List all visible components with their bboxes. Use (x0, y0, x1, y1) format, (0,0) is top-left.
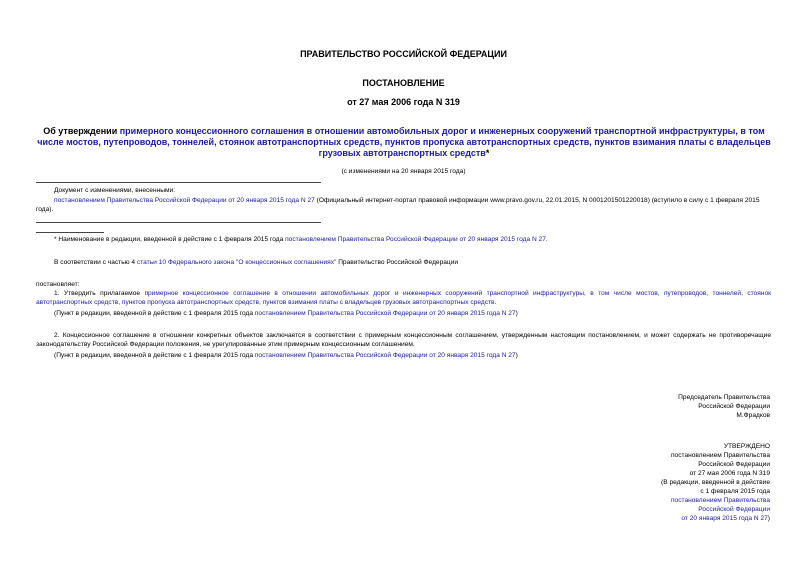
item-1-note (54, 309, 774, 318)
government-heading: ПРАВИТЕЛЬСТВО РОССИЙСКОЙ ФЕДЕРАЦИИ (300, 49, 507, 59)
approved-close: ) (767, 515, 770, 522)
accordance-pre: В соответствии с частью 4 (54, 259, 137, 266)
decree-heading: ПОСТАНОВЛЕНИЕ (362, 78, 445, 88)
divider-top (36, 182, 321, 183)
title-suffix: * (485, 148, 490, 158)
item-1-post: . (494, 299, 497, 306)
signature-block (560, 393, 770, 420)
item-2-note-pre: (Пункт в редакции, введенной в действие с 1 февраля 2015 года (54, 352, 255, 359)
item-2-note-post: ) (515, 352, 518, 359)
signature-name: М.Фрадков (736, 412, 770, 419)
amended-note: (с изменениями на 20 января 2015 года) (341, 168, 466, 175)
approved-line-3: от 27 мая 2006 года N 319 (689, 470, 770, 477)
accordance-link[interactable]: статьи 10 Федерального закона "О концессионных соглашениях" (136, 259, 337, 266)
divider-middle (36, 222, 321, 223)
footnote-end: . (545, 236, 548, 243)
signature-country: Российской Федерации (698, 403, 770, 410)
approved-block (560, 442, 770, 523)
approved-link-2[interactable]: Российской Федерации (698, 506, 770, 513)
item-1-note-post: ) (515, 310, 518, 317)
accordance-post: Правительство Российской Федерации (336, 259, 459, 266)
title-prefix: Об утверждении (43, 126, 120, 136)
doc-changes-link[interactable]: постановлением Правительства Российской Федерации от 20 января 2015 года N 27 (54, 197, 315, 204)
item-2-note-link[interactable]: постановлением Правительства Российской Федерации от 20 января 2015 года N 27 (254, 352, 516, 359)
approved-heading: УТВЕРЖДЕНО (723, 443, 770, 450)
decides-text: постановляет: (36, 281, 80, 288)
item-1-link[interactable]: примерное концессионное соглашение в отношении автомобильных дорог и инженерных сооружений транспортной инфраструктуры, в том числе мостов, путепроводов, тоннелей, стоянок автотранспортных средств, пунктов пропуска автотранспортных средств, пунктов взимания платы с владельцев грузовых автотранспортных средств (36, 290, 771, 306)
item-1 (36, 289, 771, 307)
item-1-note-link[interactable]: постановлением Правительства Российской Федерации от 20 января 2015 года N 27 (254, 310, 516, 317)
approved-line-2: Российской Федерации (698, 461, 770, 468)
item-2: 2. Концессионное соглашение в отношении конкретных объектов заключается в соответствии с примерным концессионным соглашением, утвержденным настоящим постановлением, и может содержать не противоречащие законодательству Российской Федерации положения, не урегулированные этим примерным концессионным соглашением. (36, 332, 771, 348)
doc-changes-rest: (Официальный интернет-портал правовой информации www.pravo.gov.ru, 22.01.2015, N 0001201501220018) (вступило в силу с 1 февраля 2015 года). (36, 197, 760, 213)
document-title (36, 126, 772, 159)
approved-link-3[interactable]: от 20 января 2015 года N 27 (681, 515, 768, 522)
footnote-divider (36, 232, 104, 233)
decree-date: от 27 мая 2006 года N 319 (347, 97, 460, 107)
approved-line-1: постановлением Правительства (670, 452, 770, 459)
item-2-note (54, 351, 774, 360)
doc-changes-text (36, 196, 771, 214)
approved-line-5: с 1 февраля 2015 года (700, 488, 770, 495)
accordance-paragraph (54, 258, 774, 267)
doc-changes-intro: Документ с изменениями, внесенными: (54, 187, 176, 194)
footnote-link[interactable]: постановлением Правительства Российской Федерации от 20 января 2015 года N 27 (285, 236, 546, 243)
approved-link-3-line (560, 514, 770, 523)
signature-title: Председатель Правительства (678, 394, 770, 401)
title-link[interactable]: примерного концессионного соглашения в отношении автомобильных дорог и инженерных сооружений транспортной инфраструктуры, в том числе мостов, путепроводов, тоннелей, стоянок автотранспортных средств, пунктов пропуска автотранспортных средств, пунктов взимания платы с владельцев грузовых автотранспортных средств (37, 126, 771, 158)
item-1-pre: 1. Утвердить прилагаемое (54, 290, 145, 297)
approved-link-1[interactable]: постановлением Правительства (670, 497, 770, 504)
item-1-note-pre: (Пункт в редакции, введенной в действие с 1 февраля 2015 года (54, 310, 255, 317)
footnote (54, 235, 774, 244)
footnote-text: * Наименование в редакции, введенной в действие с 1 февраля 2015 года (54, 236, 286, 243)
approved-line-4: (В редакции, введенной в действие (661, 479, 770, 486)
